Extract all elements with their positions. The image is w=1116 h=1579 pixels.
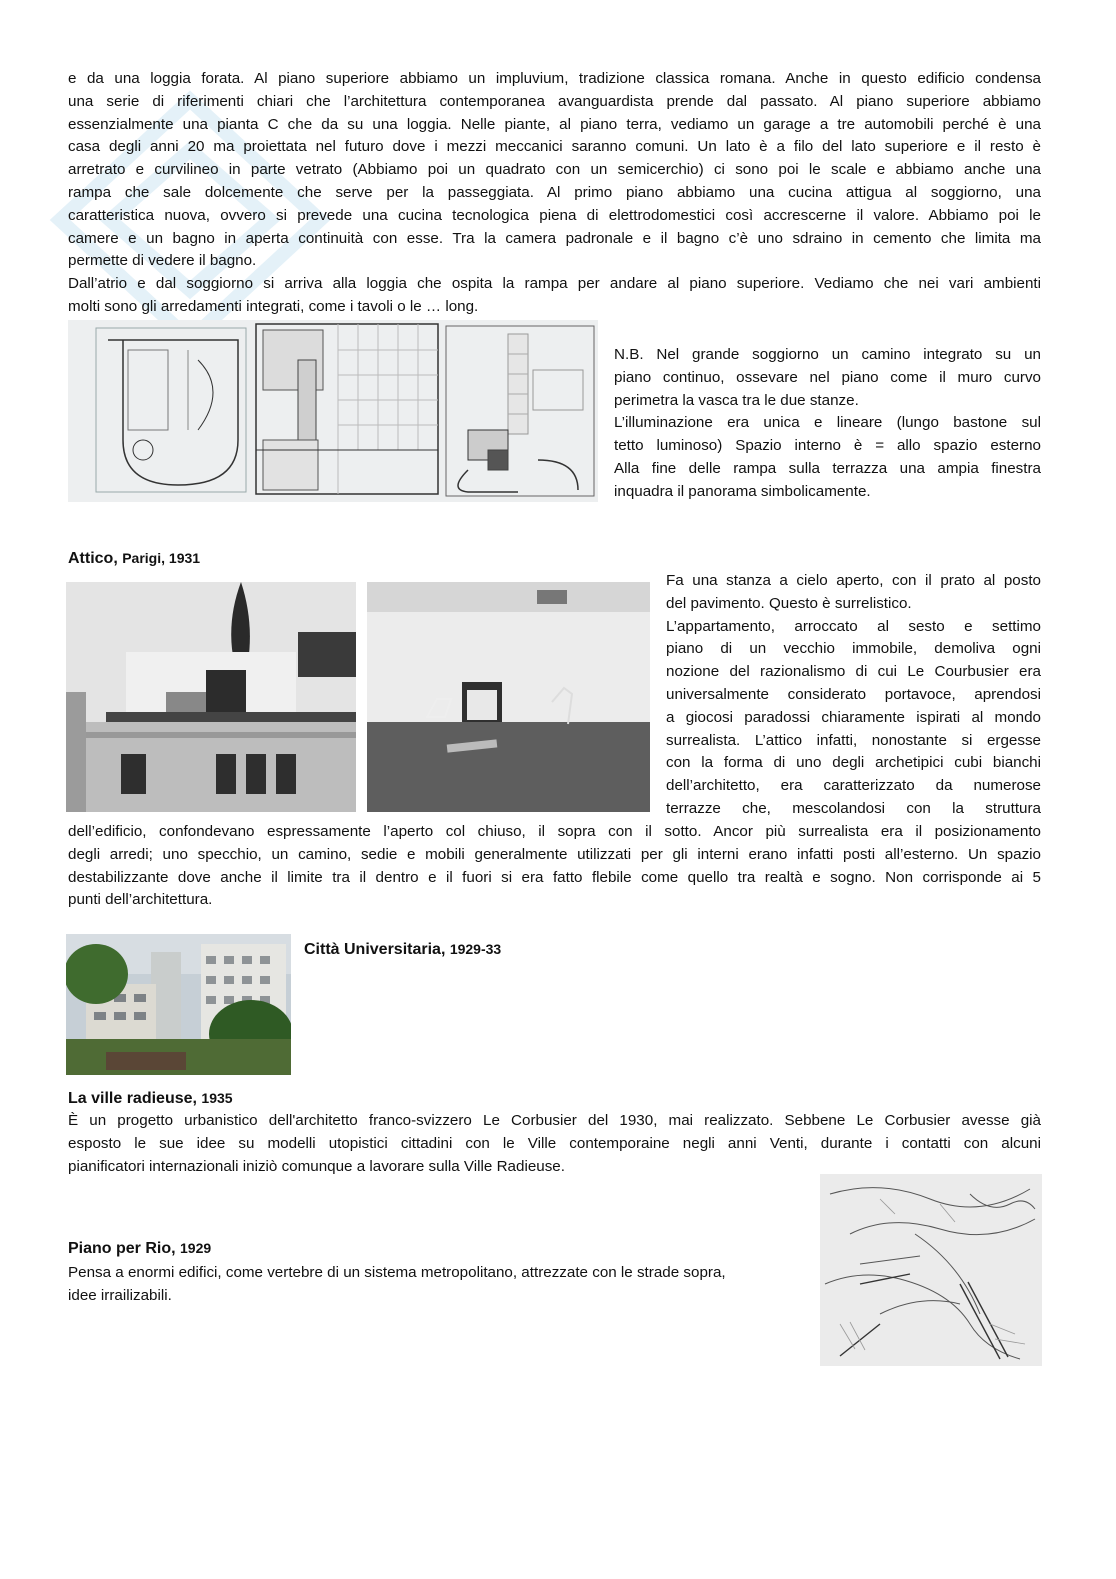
- attico-side-text: [666, 570, 1041, 821]
- rio-heading: [68, 1237, 211, 1260]
- ville-title: La ville radieuse,: [68, 1090, 202, 1107]
- attico-line: terrazze che, mescolandosi con la struttura: [666, 799, 1041, 817]
- nb-line: tetto luminoso) Spazio interno è = allo spazio esterno: [614, 437, 1041, 455]
- intro-line: Dall’atrio e dal soggiorno si arriva alla loggia che ospita la rampa per andare al piano superiore. Vediamo che nei vari ambienti: [68, 275, 1041, 293]
- attico-facade-photo: [66, 582, 356, 812]
- intro-line: camere e un bagno in aperta continuità con esse. Tra la camera padronale e il bagno c’è uno sdraino in cemento che limita ma: [68, 229, 1041, 247]
- nb-line: L’illuminazione era unica e lineare (lungo bastone sul: [614, 414, 1041, 432]
- citta-title: Città Universitaria,: [304, 941, 450, 958]
- attico-line: nozione del razionalismo di cui Le Courbusier era: [666, 663, 1041, 681]
- attico-line: L’appartamento, arroccato al sesto e settimo: [666, 617, 1041, 635]
- intro-line: arretrato e curvilineo in parte vetrato (Abbiamo poi un quadrato con un semicerchio) ci sono poi le scale e abbiamo anche una: [68, 161, 1041, 179]
- attico-terrace-photo: [367, 582, 650, 812]
- intro-line: e da una loggia forata. Al piano superiore abbiamo un impluvium, tradizione classica romana. Anche in questo edificio condensa: [68, 70, 1041, 87]
- attico-line: degli arredi; uno specchio, un camino, sedie e mobili generalmente utilizzati per gli interni erano infatti posti all’esterno. Un spazio: [68, 845, 1041, 863]
- attico-line: dell’architetto, era caratterizzato da numerose: [666, 777, 1041, 795]
- attico-line: universalmente considerato portavoce, aprendosi: [666, 685, 1041, 703]
- ville-heading: [68, 1087, 233, 1110]
- rio-paragraph: [68, 1262, 808, 1308]
- intro-line: una serie di riferimenti chiari che l’architettura contemporanea avanguardista prende dal passato. Al piano superiore abbiamo: [68, 92, 1041, 110]
- attico-title: Attico,: [68, 550, 123, 567]
- piano-rio-sketch: [820, 1174, 1042, 1366]
- ville-line: È un progetto urbanistico dell'architetto franco-svizzero Le Corbusier del 1930, mai realizzato. Sebbene Le Corbusier avesse già: [68, 1112, 1041, 1129]
- intro-paragraph: [68, 68, 1041, 319]
- intro-line: caratteristica nuova, ovvero si prevede una cucina tecnologica piena di elettrodomestici così accrescerne il valore. Abbiamo poi le: [68, 206, 1041, 224]
- intro-line: casa degli anni 20 ma proiettata nel futuro dove i mezzi meccanici saranno comuni. Un lato è a filo del lato superiore e il resto è: [68, 138, 1041, 156]
- nb-line: perimetra la vasca tra le due stanze.: [614, 391, 859, 409]
- nb-line: piano continuo, ossevare nel piano come il muro curvo: [614, 368, 1041, 386]
- citta-heading: [304, 938, 501, 961]
- attico-line: del pavimento. Questo è surrelistico.: [666, 594, 912, 612]
- intro-line: permette di vedere il bagno.: [68, 252, 257, 270]
- intro-line: molti sono gli arredamenti integrati, come i tavoli o le … long.: [68, 297, 479, 315]
- nb-line: inquadra il panorama simbolicamente.: [614, 482, 871, 500]
- ville-line: esposto le sue idee su modelli utopistici cittadini con le Ville contemporaine negli anni Venti, durante i contatti con alcuni: [68, 1134, 1041, 1152]
- ville-paragraph: [68, 1110, 1041, 1178]
- citta-year: 1929-33: [449, 941, 502, 957]
- nb-note: [614, 344, 1041, 504]
- floor-plans-figure: [68, 320, 598, 502]
- rio-line: Pensa a enormi edifici, come vertebre di un sistema metropolitano, attrezzate con le strade sopra,: [68, 1264, 726, 1281]
- attico-heading: [68, 547, 200, 570]
- attico-line: Fa una stanza a cielo aperto, con il prato al posto: [666, 572, 1041, 589]
- rio-line: idee irrailizabili.: [68, 1286, 172, 1304]
- attico-year: Parigi, 1931: [122, 550, 201, 566]
- attico-line: a giocosi paradossi chiaramente ispirati al mondo: [666, 708, 1041, 726]
- attico-line: punti dell’architettura.: [68, 891, 213, 909]
- ville-line: pianificatori internazionali iniziò comunque a lavorare sulla Ville Radieuse.: [68, 1157, 565, 1175]
- intro-line: essenzialmente una pianta C che da su una loggia. Nelle piante, al piano terra, vediamo un garage a tre automobili perché è una: [68, 115, 1041, 133]
- attico-line: surrealista. L’attico infatti, nonostante si ergesse: [666, 731, 1041, 749]
- nb-line: Alla fine delle rampa sulla terrazza una ampia finestra: [614, 459, 1041, 477]
- ville-year: 1935: [201, 1090, 233, 1106]
- attico-line: con la forma di uno degli archetipici cubi bianchi: [666, 754, 1041, 772]
- attico-full-text: [68, 821, 1041, 912]
- rio-year: 1929: [180, 1240, 212, 1256]
- nb-line: N.B. Nel grande soggiorno un camino integrato su un: [614, 346, 1041, 363]
- attico-line: piano di un vecchio immobile, demoliva ogni: [666, 640, 1041, 658]
- intro-line: rampa che sale dolcemente che serve per la passeggiata. Al primo piano abbiamo una cucina attigua al soggiorno, una: [68, 183, 1041, 201]
- attico-line: dell’edificio, confondevano espressamente l’aperto col chiuso, il sopra con il sotto. Ancor più surrealista era il posizionamento: [68, 823, 1041, 840]
- attico-line: destabilizzante dove anche il limite tra il dentro e il fuori si era fatto flebile come quello tra realtà e sogno. Non corrisponde ai 5: [68, 868, 1041, 886]
- rio-title: Piano per Rio,: [68, 1240, 181, 1257]
- citta-universitaria-photo: [66, 934, 291, 1075]
